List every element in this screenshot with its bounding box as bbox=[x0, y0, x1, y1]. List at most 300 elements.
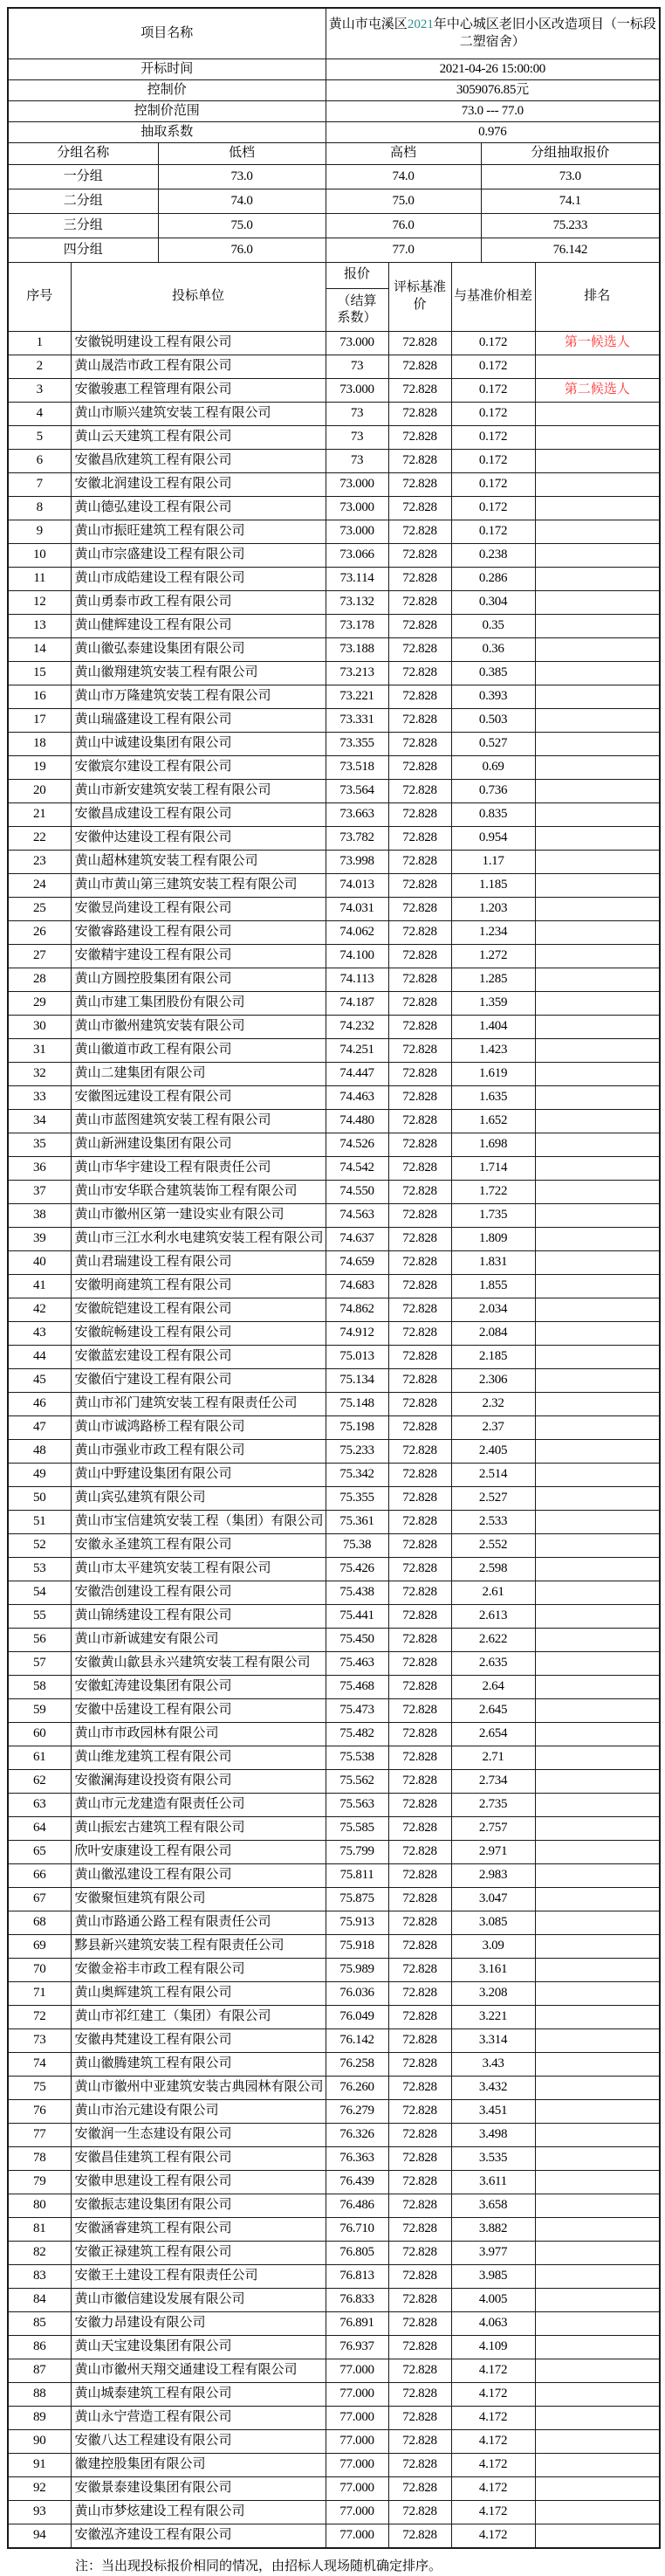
bidder-name: 安徽泓齐建设工程有限公司 bbox=[71, 2524, 326, 2548]
bidder-name: 黄山市新诚建安有限公司 bbox=[71, 1628, 326, 1651]
bidder-name: 黄山市顺兴建筑安装工程有限公司 bbox=[71, 402, 326, 425]
bidder-diff: 1.735 bbox=[451, 1203, 535, 1227]
bidder-no: 53 bbox=[8, 1557, 71, 1581]
bidder-name: 徽建控股集团有限公司 bbox=[71, 2453, 326, 2476]
bidder-no: 35 bbox=[8, 1133, 71, 1156]
bidder-no: 62 bbox=[8, 1769, 71, 1793]
bidder-diff: 0.736 bbox=[451, 779, 535, 802]
table-row bbox=[8, 1863, 660, 1887]
bidder-name: 安徽振志建设集团有限公司 bbox=[71, 2194, 326, 2217]
bidder-diff: 0.172 bbox=[451, 402, 535, 425]
bidder-base: 72.828 bbox=[388, 2264, 451, 2288]
bidder-no: 77 bbox=[8, 2123, 71, 2146]
table-row bbox=[8, 1203, 660, 1227]
bidder-base: 72.828 bbox=[388, 425, 451, 449]
col-header-diff: 与基准价相差 bbox=[451, 263, 535, 332]
bidder-rank bbox=[535, 472, 660, 496]
bidder-diff: 4.172 bbox=[451, 2359, 535, 2382]
table-row bbox=[8, 944, 660, 968]
bidder-name: 黄山市徽州中亚建筑安装古典园林有限公司 bbox=[71, 2076, 326, 2099]
table-row bbox=[8, 1392, 660, 1415]
bidder-quote: 75.198 bbox=[326, 1415, 388, 1439]
bidder-base: 72.828 bbox=[388, 2524, 451, 2548]
bidder-no: 32 bbox=[8, 1062, 71, 1085]
bidder-diff: 3.432 bbox=[451, 2076, 535, 2099]
bidder-name: 黄山市宝信建筑安装工程（集团）有限公司 bbox=[71, 1510, 326, 1533]
bidder-rank bbox=[535, 1015, 660, 1038]
bidder-rank bbox=[535, 2382, 660, 2406]
table-row bbox=[8, 802, 660, 826]
bidder-diff: 2.405 bbox=[451, 1439, 535, 1463]
bidder-diff: 1.423 bbox=[451, 1038, 535, 1062]
control-range-row bbox=[8, 101, 660, 122]
bidder-base: 72.828 bbox=[388, 1463, 451, 1486]
table-row bbox=[8, 1769, 660, 1793]
bidder-diff: 4.063 bbox=[451, 2311, 535, 2335]
bidder-base: 72.828 bbox=[388, 1581, 451, 1604]
bidder-name: 黄山振宏古建筑工程有限公司 bbox=[71, 1816, 326, 1840]
bidder-diff: 0.954 bbox=[451, 826, 535, 850]
table-row bbox=[8, 1675, 660, 1698]
bidder-quote: 76.326 bbox=[326, 2123, 388, 2146]
bidder-base: 72.828 bbox=[388, 1392, 451, 1415]
bidder-rank bbox=[535, 1911, 660, 1934]
bidder-name: 安徽澜海建设投资有限公司 bbox=[71, 1769, 326, 1793]
bidder-rank bbox=[535, 355, 660, 378]
bidder-name: 黄山健辉建设工程有限公司 bbox=[71, 614, 326, 637]
table-row bbox=[8, 472, 660, 496]
bidder-no: 17 bbox=[8, 708, 71, 732]
bidder-base: 72.828 bbox=[388, 2005, 451, 2028]
bidder-quote: 75.918 bbox=[326, 1934, 388, 1958]
bidder-diff: 2.527 bbox=[451, 1486, 535, 1510]
bidder-diff: 0.172 bbox=[451, 472, 535, 496]
bidder-diff: 2.734 bbox=[451, 1769, 535, 1793]
bidder-quote: 75.463 bbox=[326, 1651, 388, 1675]
table-row bbox=[8, 2264, 660, 2288]
bidder-base: 72.828 bbox=[388, 1038, 451, 1062]
bidder-base: 72.828 bbox=[388, 685, 451, 708]
group-header-low: 低档 bbox=[158, 143, 326, 165]
table-row bbox=[8, 2005, 660, 2028]
bidder-base: 72.828 bbox=[388, 449, 451, 472]
bidder-diff: 1.652 bbox=[451, 1109, 535, 1133]
project-title-prefix: 黄山市屯溪区 bbox=[328, 17, 408, 31]
bidder-rank bbox=[535, 779, 660, 802]
bidder-no: 11 bbox=[8, 567, 71, 590]
bidder-base: 72.828 bbox=[388, 520, 451, 543]
bidder-name: 安徽锐明建设工程有限公司 bbox=[71, 331, 326, 355]
bidder-diff: 0.172 bbox=[451, 378, 535, 402]
bidder-base: 72.828 bbox=[388, 2241, 451, 2264]
table-row bbox=[8, 1698, 660, 1722]
bidder-name: 安徽骏惠工程管理有限公司 bbox=[71, 378, 326, 402]
bidder-no: 24 bbox=[8, 873, 71, 897]
bidder-name: 安徽力昂建设有限公司 bbox=[71, 2311, 326, 2335]
table-row bbox=[8, 1250, 660, 1274]
bidder-base: 72.828 bbox=[388, 850, 451, 873]
bidder-quote: 74.100 bbox=[326, 944, 388, 968]
bidder-diff: 4.005 bbox=[451, 2288, 535, 2311]
bidder-base: 72.828 bbox=[388, 2028, 451, 2052]
bidder-rank bbox=[535, 520, 660, 543]
bidder-no: 4 bbox=[8, 402, 71, 425]
bidder-base: 72.828 bbox=[388, 1298, 451, 1321]
bidder-rank bbox=[535, 1368, 660, 1392]
bidder-base: 72.828 bbox=[388, 2359, 451, 2382]
bidder-no: 1 bbox=[8, 331, 71, 355]
bidder-quote: 76.049 bbox=[326, 2005, 388, 2028]
bidder-no: 2 bbox=[8, 355, 71, 378]
bidder-quote: 74.563 bbox=[326, 1203, 388, 1227]
bidder-rank bbox=[535, 2146, 660, 2170]
bidder-base: 72.828 bbox=[388, 1085, 451, 1109]
bidder-diff: 4.172 bbox=[451, 2429, 535, 2453]
table-row bbox=[8, 1038, 660, 1062]
bidder-rank bbox=[535, 543, 660, 567]
bidder-diff: 4.172 bbox=[451, 2500, 535, 2524]
table-row bbox=[8, 1981, 660, 2005]
bidder-no: 33 bbox=[8, 1085, 71, 1109]
bidder-rank: 第一候选人 bbox=[535, 331, 660, 355]
bidder-diff: 3.985 bbox=[451, 2264, 535, 2288]
bidder-no: 80 bbox=[8, 2194, 71, 2217]
table-row bbox=[8, 2476, 660, 2500]
bidder-quote: 73.518 bbox=[326, 755, 388, 779]
table-row bbox=[8, 1133, 660, 1156]
table-row bbox=[8, 968, 660, 991]
bidder-rank bbox=[535, 1109, 660, 1133]
bidder-diff: 3.498 bbox=[451, 2123, 535, 2146]
bidder-base: 72.828 bbox=[388, 1628, 451, 1651]
bidder-quote: 75.361 bbox=[326, 1510, 388, 1533]
bidder-base: 72.828 bbox=[388, 2123, 451, 2146]
bidder-rank bbox=[535, 1746, 660, 1769]
bidder-quote: 75.342 bbox=[326, 1463, 388, 1486]
bidder-diff: 4.109 bbox=[451, 2335, 535, 2359]
bidder-quote: 75.562 bbox=[326, 1769, 388, 1793]
bidder-diff: 1.698 bbox=[451, 1133, 535, 1156]
bidder-name: 黄山市祁红建工（集团）有限公司 bbox=[71, 2005, 326, 2028]
bidder-name: 黄山市梦炫建设工程有限公司 bbox=[71, 2500, 326, 2524]
bidder-no: 44 bbox=[8, 1345, 71, 1368]
bidder-base: 72.828 bbox=[388, 1769, 451, 1793]
bidder-rank bbox=[535, 1298, 660, 1321]
group-low: 75.0 bbox=[158, 214, 326, 238]
bidder-no: 39 bbox=[8, 1227, 71, 1250]
bidder-rank bbox=[535, 614, 660, 637]
bidder-base: 72.828 bbox=[388, 1250, 451, 1274]
bidder-rank bbox=[535, 1345, 660, 1368]
bidder-base: 72.828 bbox=[388, 1911, 451, 1934]
bidder-quote: 75.799 bbox=[326, 1840, 388, 1863]
table-row bbox=[8, 449, 660, 472]
table-row bbox=[8, 1911, 660, 1934]
bidder-diff: 3.085 bbox=[451, 1911, 535, 1934]
bidder-quote: 75.38 bbox=[326, 1533, 388, 1557]
bidder-rank bbox=[535, 1415, 660, 1439]
bidder-base: 72.828 bbox=[388, 2099, 451, 2123]
bidder-rank bbox=[535, 1581, 660, 1604]
bidder-rank bbox=[535, 1250, 660, 1274]
bidder-diff: 1.809 bbox=[451, 1227, 535, 1250]
bidder-name: 安徽金裕丰市政工程有限公司 bbox=[71, 1958, 326, 1981]
bidder-name: 黄山宾弘建筑有限公司 bbox=[71, 1486, 326, 1510]
bidder-quote: 75.482 bbox=[326, 1722, 388, 1746]
bidder-rank bbox=[535, 2288, 660, 2311]
bidder-quote: 74.251 bbox=[326, 1038, 388, 1062]
bidder-quote: 75.913 bbox=[326, 1911, 388, 1934]
bidder-rank bbox=[535, 1816, 660, 1840]
bidder-rank bbox=[535, 2335, 660, 2359]
bidder-quote: 73.000 bbox=[326, 331, 388, 355]
bidder-diff: 1.359 bbox=[451, 991, 535, 1015]
group-row bbox=[8, 165, 660, 189]
bidder-name: 安徽昌成建设工程有限公司 bbox=[71, 802, 326, 826]
bidder-name: 黄山超林建筑安装工程有限公司 bbox=[71, 850, 326, 873]
bidder-name: 黄山市徽州区第一建设实业有限公司 bbox=[71, 1203, 326, 1227]
bidder-name: 黄山云天建筑工程有限公司 bbox=[71, 425, 326, 449]
bidder-quote: 74.013 bbox=[326, 873, 388, 897]
table-row bbox=[8, 1887, 660, 1911]
table-row bbox=[8, 2241, 660, 2264]
bidder-diff: 2.185 bbox=[451, 1345, 535, 1368]
bidder-no: 30 bbox=[8, 1015, 71, 1038]
bidder-base: 72.828 bbox=[388, 1109, 451, 1133]
bidder-name: 安徽虹涛建设集团有限公司 bbox=[71, 1675, 326, 1698]
bidder-quote: 76.258 bbox=[326, 2052, 388, 2076]
bidder-diff: 3.977 bbox=[451, 2241, 535, 2264]
bidder-rank bbox=[535, 2099, 660, 2123]
group-picked: 76.142 bbox=[481, 238, 660, 263]
bidders-header-row bbox=[8, 263, 660, 332]
control-range-label: 控制价范围 bbox=[8, 101, 326, 122]
bidder-diff: 1.203 bbox=[451, 897, 535, 920]
bidder-quote: 77.000 bbox=[326, 2406, 388, 2429]
bidder-diff: 1.619 bbox=[451, 1062, 535, 1085]
bidder-base: 72.828 bbox=[388, 590, 451, 614]
bidder-name: 安徽黄山歙县永兴建筑安装工程有限公司 bbox=[71, 1651, 326, 1675]
bidder-quote: 74.447 bbox=[326, 1062, 388, 1085]
bidder-diff: 0.527 bbox=[451, 732, 535, 755]
bidder-base: 72.828 bbox=[388, 2382, 451, 2406]
bidder-diff: 4.172 bbox=[451, 2382, 535, 2406]
bidder-no: 73 bbox=[8, 2028, 71, 2052]
bidder-no: 94 bbox=[8, 2524, 71, 2548]
bidder-diff: 0.36 bbox=[451, 637, 535, 661]
bidder-base: 72.828 bbox=[388, 732, 451, 755]
bidder-diff: 0.35 bbox=[451, 614, 535, 637]
group-row bbox=[8, 214, 660, 238]
bidder-quote: 74.542 bbox=[326, 1156, 388, 1180]
table-row bbox=[8, 2146, 660, 2170]
bidder-base: 72.828 bbox=[388, 2052, 451, 2076]
group-row bbox=[8, 238, 660, 263]
table-row bbox=[8, 1298, 660, 1321]
bidder-base: 72.828 bbox=[388, 968, 451, 991]
bidder-base: 72.828 bbox=[388, 1486, 451, 1510]
bidder-no: 72 bbox=[8, 2005, 71, 2028]
bidder-no: 83 bbox=[8, 2264, 71, 2288]
bidder-quote: 75.473 bbox=[326, 1698, 388, 1722]
bidder-rank bbox=[535, 449, 660, 472]
bidder-base: 72.828 bbox=[388, 1698, 451, 1722]
bidder-rank bbox=[535, 1793, 660, 1816]
bidder-rank bbox=[535, 1062, 660, 1085]
table-row bbox=[8, 520, 660, 543]
bidder-base: 72.828 bbox=[388, 1533, 451, 1557]
bidder-no: 86 bbox=[8, 2335, 71, 2359]
table-row bbox=[8, 1934, 660, 1958]
table-row bbox=[8, 685, 660, 708]
bidder-quote: 73 bbox=[326, 402, 388, 425]
bidder-no: 57 bbox=[8, 1651, 71, 1675]
table-row bbox=[8, 1274, 660, 1298]
bidder-base: 72.828 bbox=[388, 2335, 451, 2359]
bidder-diff: 3.221 bbox=[451, 2005, 535, 2028]
bidder-quote: 75.563 bbox=[326, 1793, 388, 1816]
bidder-no: 81 bbox=[8, 2217, 71, 2241]
bidder-name: 安徽仲达建设工程有限公司 bbox=[71, 826, 326, 850]
bidder-diff: 0.172 bbox=[451, 449, 535, 472]
bidder-no: 91 bbox=[8, 2453, 71, 2476]
table-row bbox=[8, 1581, 660, 1604]
bidder-no: 48 bbox=[8, 1439, 71, 1463]
bidder-diff: 1.285 bbox=[451, 968, 535, 991]
bidder-rank bbox=[535, 661, 660, 685]
bidder-base: 72.828 bbox=[388, 1156, 451, 1180]
table-row bbox=[8, 1722, 660, 1746]
bidder-diff: 4.172 bbox=[451, 2406, 535, 2429]
table-row bbox=[8, 2288, 660, 2311]
bidder-quote: 73.663 bbox=[326, 802, 388, 826]
bidder-name: 安徽图远建设工程有限公司 bbox=[71, 1085, 326, 1109]
table-row bbox=[8, 920, 660, 944]
bidder-no: 71 bbox=[8, 1981, 71, 2005]
bidder-no: 90 bbox=[8, 2429, 71, 2453]
bidder-diff: 2.514 bbox=[451, 1463, 535, 1486]
bidder-quote: 73.782 bbox=[326, 826, 388, 850]
bidder-diff: 3.161 bbox=[451, 1958, 535, 1981]
bidder-no: 49 bbox=[8, 1463, 71, 1486]
bidder-name: 黄山市三江水利水电建筑安装工程有限公司 bbox=[71, 1227, 326, 1250]
table-row bbox=[8, 2099, 660, 2123]
bidder-name: 黄山德弘建设工程有限公司 bbox=[71, 496, 326, 520]
bidder-name: 安徽佰宁建设工程有限公司 bbox=[71, 1368, 326, 1392]
bidder-base: 72.828 bbox=[388, 2146, 451, 2170]
table-row bbox=[8, 2217, 660, 2241]
bidder-rank bbox=[535, 2359, 660, 2382]
bidder-rank bbox=[535, 567, 660, 590]
bidder-name: 黄山市强业市政工程有限公司 bbox=[71, 1439, 326, 1463]
bidder-diff: 4.172 bbox=[451, 2453, 535, 2476]
control-price-row bbox=[8, 80, 660, 101]
bidder-rank bbox=[535, 755, 660, 779]
bidder-diff: 1.272 bbox=[451, 944, 535, 968]
bidder-rank bbox=[535, 2476, 660, 2500]
bidder-no: 8 bbox=[8, 496, 71, 520]
table-row bbox=[8, 1439, 660, 1463]
bidder-name: 黄山瑞盛建设工程有限公司 bbox=[71, 708, 326, 732]
bidder-no: 6 bbox=[8, 449, 71, 472]
bidder-diff: 2.37 bbox=[451, 1415, 535, 1439]
bidder-no: 10 bbox=[8, 543, 71, 567]
bidder-name: 黄山市安华联合建筑装饰工程有限公司 bbox=[71, 1180, 326, 1203]
bidder-base: 72.828 bbox=[388, 920, 451, 944]
bidder-base: 72.828 bbox=[388, 2453, 451, 2476]
bidder-quote: 74.550 bbox=[326, 1180, 388, 1203]
bidder-name: 安徽蓝宏建设工程有限公司 bbox=[71, 1345, 326, 1368]
bidder-no: 70 bbox=[8, 1958, 71, 1981]
bidder-no: 19 bbox=[8, 755, 71, 779]
bidder-name: 黟县新兴建筑安装工程有限责任公司 bbox=[71, 1934, 326, 1958]
bidder-name: 黄山市华宇建设工程有限责任公司 bbox=[71, 1156, 326, 1180]
bidder-no: 88 bbox=[8, 2382, 71, 2406]
bidder-base: 72.828 bbox=[388, 2311, 451, 2335]
bidder-rank bbox=[535, 402, 660, 425]
bidder-quote: 76.439 bbox=[326, 2170, 388, 2194]
bidder-diff: 2.622 bbox=[451, 1628, 535, 1651]
bidder-rank bbox=[535, 1510, 660, 1533]
bidder-rank bbox=[535, 637, 660, 661]
project-name-label: 项目名称 bbox=[8, 8, 326, 59]
bidder-name: 安徽北润建设工程有限公司 bbox=[71, 472, 326, 496]
table-row bbox=[8, 2406, 660, 2429]
bidder-no: 12 bbox=[8, 590, 71, 614]
bidder-no: 40 bbox=[8, 1250, 71, 1274]
open-time-row bbox=[8, 59, 660, 80]
group-low: 74.0 bbox=[158, 189, 326, 214]
bidder-name: 黄山市黄山第三建筑安装工程有限公司 bbox=[71, 873, 326, 897]
bidder-rank bbox=[535, 708, 660, 732]
table-row bbox=[8, 1793, 660, 1816]
bidder-no: 34 bbox=[8, 1109, 71, 1133]
bidder-diff: 1.17 bbox=[451, 850, 535, 873]
bidder-quote: 74.862 bbox=[326, 1298, 388, 1321]
table-row bbox=[8, 2052, 660, 2076]
control-range-value: 73.0 --- 77.0 bbox=[326, 101, 660, 122]
table-row bbox=[8, 1085, 660, 1109]
table-row bbox=[8, 1958, 660, 1981]
bidder-rank bbox=[535, 1321, 660, 1345]
bidder-quote: 76.142 bbox=[326, 2028, 388, 2052]
bidder-name: 黄山徽弘泰建设集团有限公司 bbox=[71, 637, 326, 661]
bidder-name: 黄山市徽州天翔交通建设工程有限公司 bbox=[71, 2359, 326, 2382]
bidder-no: 15 bbox=[8, 661, 71, 685]
bidder-rank bbox=[535, 1227, 660, 1250]
bidder-quote: 75.538 bbox=[326, 1746, 388, 1769]
bidder-quote: 76.891 bbox=[326, 2311, 388, 2335]
bidder-base: 72.828 bbox=[388, 1934, 451, 1958]
coefficient-label: 抽取系数 bbox=[8, 122, 326, 143]
bidder-rank: 第二候选人 bbox=[535, 378, 660, 402]
bidder-no: 29 bbox=[8, 991, 71, 1015]
bidder-rank bbox=[535, 1038, 660, 1062]
bidder-rank bbox=[535, 826, 660, 850]
bidder-no: 37 bbox=[8, 1180, 71, 1203]
bidder-no: 23 bbox=[8, 850, 71, 873]
bidder-rank bbox=[535, 496, 660, 520]
group-picked: 75.233 bbox=[481, 214, 660, 238]
bidder-base: 72.828 bbox=[388, 1887, 451, 1911]
bidder-diff: 0.69 bbox=[451, 755, 535, 779]
bidder-quote: 74.683 bbox=[326, 1274, 388, 1298]
bidder-base: 72.828 bbox=[388, 661, 451, 685]
bidder-no: 13 bbox=[8, 614, 71, 637]
table-row bbox=[8, 708, 660, 732]
bidder-name: 黄山二建集团有限公司 bbox=[71, 1062, 326, 1085]
bidder-quote: 77.000 bbox=[326, 2524, 388, 2548]
